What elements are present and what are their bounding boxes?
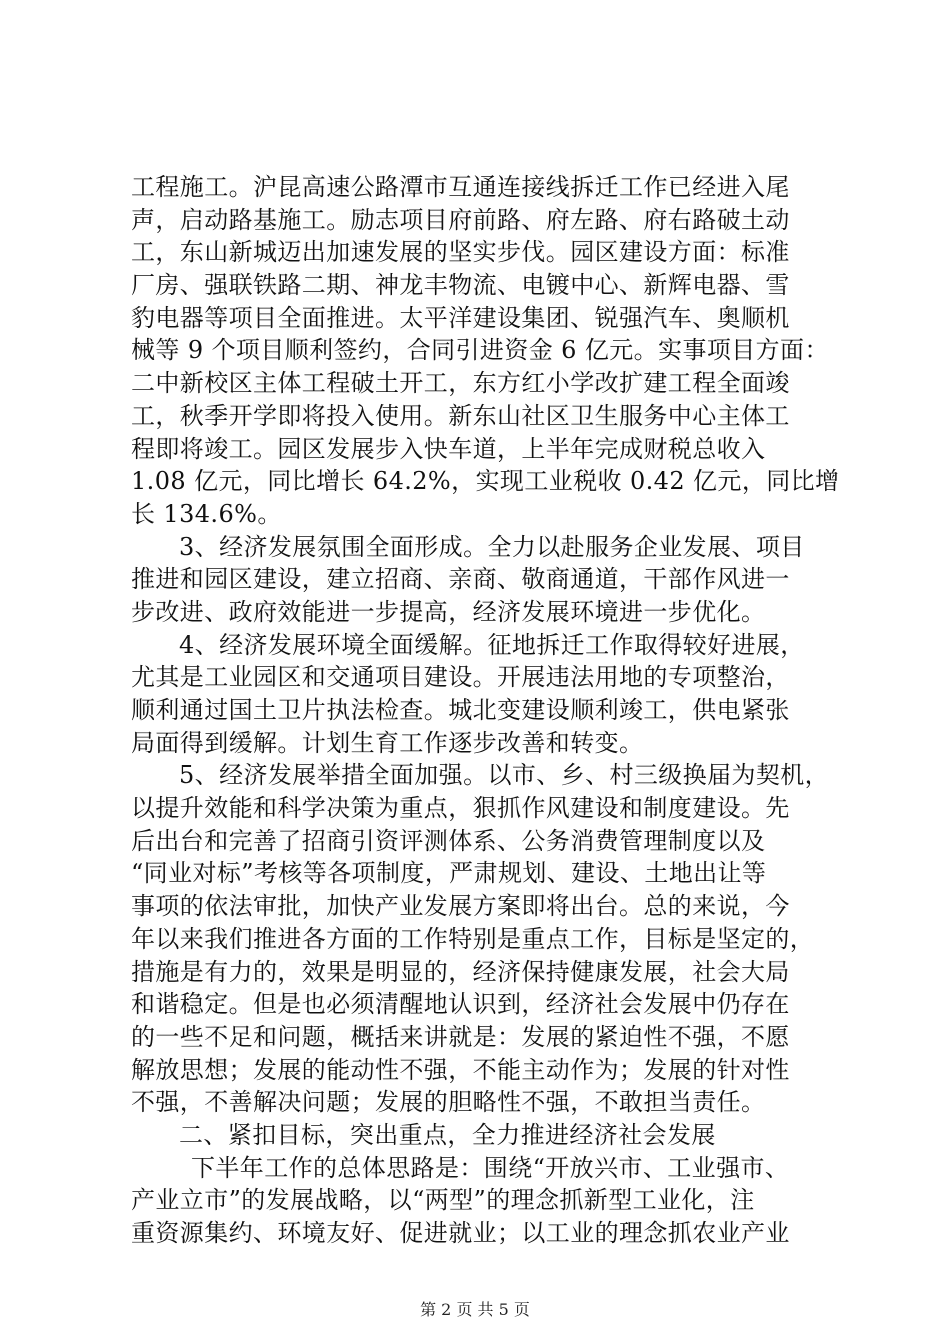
text-line: 不强，不善解决问题；发展的胆略性不强，不敢担当责任。	[131, 1088, 766, 1117]
text-line: 事项的依法审批，加快产业发展方案即将出台。总的来说，今	[131, 892, 790, 921]
paragraph-start: 下半年工作的总体思路是：围绕“开放兴市、工业强市、	[191, 1153, 790, 1182]
text-line: 局面得到缓解。计划生育工作逐步改善和转变。	[131, 728, 644, 757]
page-number-footer: 第 2 页 共 5 页	[420, 1300, 530, 1319]
text-line: 尤其是工业园区和交通项目建设。开展违法用地的专项整治，	[131, 663, 790, 692]
paragraph-start: 4、经济发展环境全面缓解。征地拆迁工作取得较好进展，	[179, 630, 805, 659]
text-line: 二中新校区主体工程破土开工，东方红小学改扩建工程全面竣	[131, 369, 790, 398]
text-line: 产业立市”的发展战略，以“两型”的理念抓新型工业化，注	[131, 1186, 755, 1215]
text-line: 以提升效能和科学决策为重点，狠抓作风建设和制度建设。先	[131, 794, 790, 823]
text-line: 声，启动路基施工。励志项目府前路、府左路、府右路破土动	[131, 205, 790, 234]
text-line: 1.08 亿元，同比增长 64.2%，实现工业税收 0.42 亿元，同比增	[131, 467, 840, 496]
text-line: 厂房、强联铁路二期、神龙丰物流、电镀中心、新辉电器、雪	[131, 271, 790, 300]
text-line: 豹电器等项目全面推进。太平洋建设集团、锐强汽车、奥顺机	[131, 303, 790, 332]
text-line: 措施是有力的，效果是明显的，经济保持健康发展，社会大局	[131, 957, 790, 986]
text-line: 械等 9 个项目顺利签约，合同引进资金 6 亿元。实事项目方面：	[131, 336, 829, 365]
text-line: 工，秋季开学即将投入使用。新东山社区卫生服务中心主体工	[131, 401, 790, 430]
text-line: 程即将竣工。园区发展步入快车道，上半年完成财税总收入	[131, 434, 766, 463]
paragraph-start: 3、经济发展氛围全面形成。全力以赴服务企业发展、项目	[179, 532, 805, 561]
document-body	[131, 171, 840, 1250]
text-line: 步改进、政府效能进一步提高，经济发展环境进一步优化。	[131, 597, 766, 626]
text-line: 工，东山新城迈出加速发展的坚实步伐。园区建设方面：标准	[131, 238, 790, 267]
text-line: 和谐稳定。但是也必须清醒地认识到，经济社会发展中仍存在	[131, 990, 790, 1019]
text-line: 工程施工。沪昆高速公路潭市互通连接线拆迁工作已经进入尾	[131, 173, 790, 201]
text-line: “同业对标”考核等各项制度，严肃规划、建设、土地出让等	[131, 859, 767, 888]
text-line: 推进和园区建设，建立招商、亲商、敬商通道，干部作风进一	[131, 565, 790, 594]
text-line: 的一些不足和问题，概括来讲就是：发展的紧迫性不强，不愿	[131, 1022, 790, 1051]
paragraph-start: 5、经济发展举措全面加强。以市、乡、村三级换届为契机，	[179, 761, 830, 790]
section-heading: 二、紧扣目标，突出重点，全力推进经济社会发展	[179, 1120, 716, 1149]
text-line: 解放思想；发展的能动性不强，不能主动作为；发展的针对性	[131, 1055, 790, 1084]
text-line: 长 134.6%。	[131, 499, 282, 528]
text-line: 年以来我们推进各方面的工作特别是重点工作，目标是坚定的，	[131, 924, 815, 953]
text-line: 后出台和完善了招商引资评测体系、公务消费管理制度以及	[131, 826, 766, 855]
text-line: 重资源集约、环境友好、促进就业；以工业的理念抓农业产业	[131, 1219, 790, 1247]
text-line: 顺利通过国土卫片执法检查。城北变建设顺利竣工，供电紧张	[131, 696, 790, 724]
